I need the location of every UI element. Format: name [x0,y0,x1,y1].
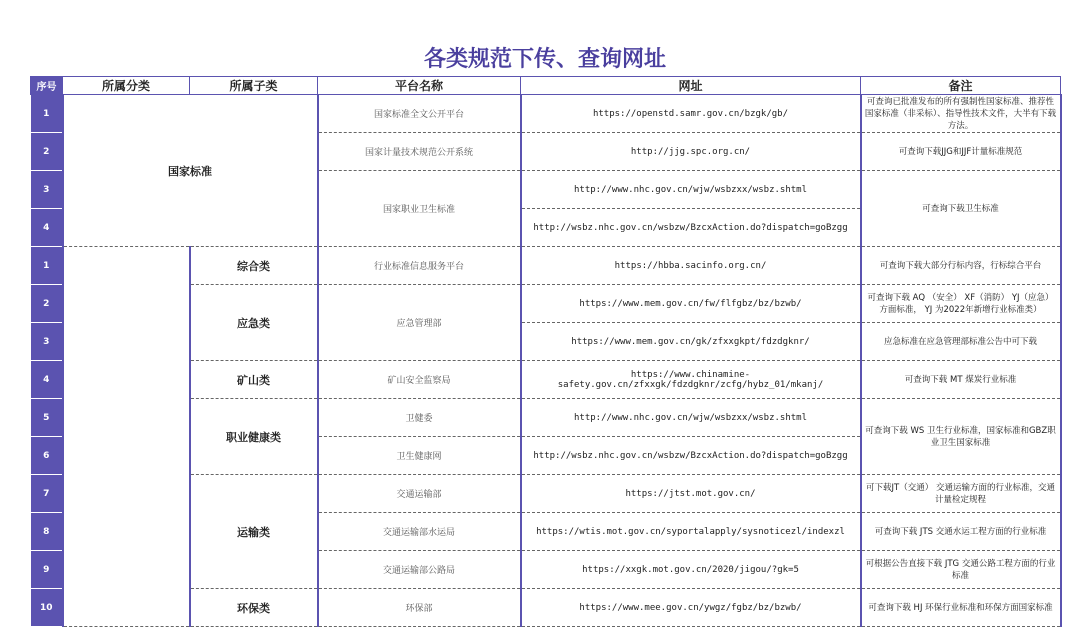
url-link[interactable]: http://jjg.spc.org.cn/ [521,133,861,171]
url-link[interactable]: https://openstd.samr.gov.cn/bzgk/gb/ [521,95,861,133]
row-seq: 1 [31,95,63,133]
table-row [31,247,1061,285]
row-seq: 10 [31,589,63,627]
platform-cell: 交通运输部水运局 [318,513,521,551]
url-link[interactable]: http://wsbz.nhc.gov.cn/wsbzw/BzcxAction.do?dispatch=goBzgg [521,209,861,247]
subcategory-cell: 综合类 [190,247,318,285]
platform-cell: 矿山安全监察局 [318,361,521,399]
page-title: 各类规范下传、查询网址 [423,46,666,72]
row-seq: 2 [31,285,63,323]
row-seq: 9 [31,551,63,589]
url-link[interactable]: https://www.chinamine-safety.gov.cn/zfxxgk/fdzdgknr/zcfg/hybz_01/mkanj/ [521,361,861,399]
url-link[interactable]: https://hbba.sacinfo.org.cn/ [521,247,861,285]
subcategory-cell: 运输类 [190,475,318,589]
platform-cell: 卫健委 [318,399,521,437]
row-seq: 4 [31,361,63,399]
platform-cell: 交通运输部公路局 [318,551,521,589]
row-seq: 6 [31,437,63,475]
note-cell: 可查询下载 JTS 交通水运工程方面的行业标准 [861,513,1061,551]
header-platform: 平台名称 [318,77,521,95]
note-cell: 可查询下载 WS 卫生行业标准，国家标准和GBZ职业卫生国家标准 [861,399,1061,475]
subcategory-cell: 环保类 [190,589,318,627]
platform-cell: 交通运输部 [318,475,521,513]
note-cell: 可查询下载JJG和JJF计量标准规范 [861,133,1061,171]
note-cell: 可查询下载 AQ （安全） XF（消防） YJ（应急）方面标准， YJ 为2022年新增行业标准类） [861,285,1061,323]
platform-cell: 环保部 [318,589,521,627]
category-cell: 国家标准 [63,95,318,247]
note-cell: 可查询下载 MT 煤炭行业标准 [861,361,1061,399]
url-link[interactable]: http://wsbz.nhc.gov.cn/wsbzw/BzcxAction.do?dispatch=goBzgg [521,437,861,475]
note-cell: 可查询下载大部分行标内容，行标综合平台 [861,247,1061,285]
table-row [31,95,1061,133]
note-cell: 可查询已批准发布的所有强制性国家标准、推荐性国家标准（非采标）、指导性技术文件，大半有下载方法。 [861,95,1061,133]
header-row [31,77,1061,95]
note-cell: 可下载JT（交通） 交通运输方面的行业标准，交通计量检定规程 [861,475,1061,513]
platform-cell: 国家标准全文公开平台 [318,95,521,133]
note-cell: 应急标准在应急管理部标准公告中可下载 [861,323,1061,361]
header-category: 所属分类 [63,77,190,95]
platform-cell: 行业标准信息服务平台 [318,247,521,285]
row-seq: 7 [31,475,63,513]
platform-cell: 国家计量技术规范公开系统 [318,133,521,171]
url-link[interactable]: http://www.nhc.gov.cn/wjw/wsbzxx/wsbz.shtml [521,171,861,209]
row-seq: 4 [31,209,63,247]
header-url: 网址 [521,77,861,95]
category-cell-empty [63,247,190,627]
platform-cell: 卫生健康网 [318,437,521,475]
url-link[interactable]: https://www.mem.gov.cn/fw/flfgbz/bz/bzwb/ [521,285,861,323]
header-subcategory: 所属子类 [190,77,318,95]
subcategory-cell: 应急类 [190,285,318,361]
header-seq: 序号 [31,77,63,95]
row-seq: 5 [31,399,63,437]
subcategory-cell: 职业健康类 [190,399,318,475]
header-note: 备注 [861,77,1061,95]
row-seq: 1 [31,247,63,285]
url-link[interactable]: https://www.mee.gov.cn/ywgz/fgbz/bz/bzwb/ [521,589,861,627]
url-table [30,76,1062,627]
url-link[interactable]: https://jtst.mot.gov.cn/ [521,475,861,513]
subcategory-cell: 矿山类 [190,361,318,399]
url-link[interactable]: http://www.nhc.gov.cn/wjw/wsbzxx/wsbz.shtml [521,399,861,437]
row-seq: 2 [31,133,63,171]
row-seq: 3 [31,171,63,209]
url-link[interactable]: https://xxgk.mot.gov.cn/2020/jigou/?gk=5 [521,551,861,589]
row-seq: 8 [31,513,63,551]
url-link[interactable]: https://wtis.mot.gov.cn/syportalapply/sysnoticezl/indexzl [521,513,861,551]
note-cell: 可查询下载 HJ 环保行业标准和环保方面国家标准 [861,589,1061,627]
note-cell: 可查询下载卫生标准 [861,171,1061,247]
platform-cell: 国家职业卫生标准 [318,171,521,247]
url-link[interactable]: https://www.mem.gov.cn/gk/zfxxgkpt/fdzdgknr/ [521,323,861,361]
row-seq: 3 [31,323,63,361]
note-cell: 可根据公告直接下载 JTG 交通公路工程方面的行业标准 [861,551,1061,589]
platform-cell: 应急管理部 [318,285,521,361]
